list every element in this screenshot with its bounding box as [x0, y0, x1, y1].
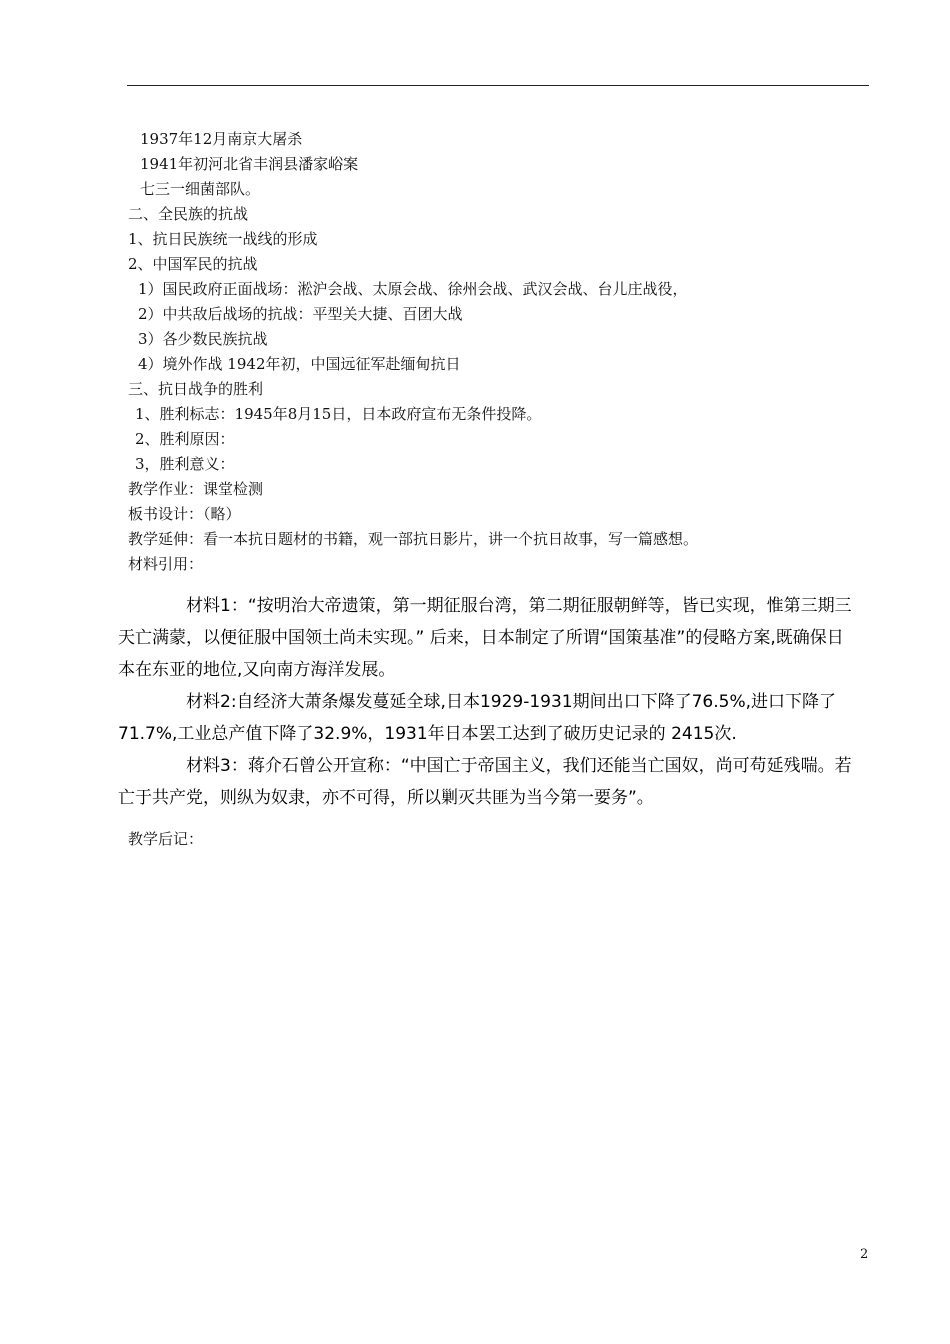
list-item: 4）境外作战 1942年初，中国远征军赴缅甸抗日 [138, 355, 461, 373]
section-heading: 三、抗日战争的胜利 [128, 380, 264, 398]
list-item: 2、胜利原因： [135, 430, 235, 448]
list-item: 2）中共敌后战场的抗战：平型关大捷、百团大战 [138, 305, 463, 323]
section-heading: 二、全民族的抗战 [128, 205, 249, 223]
header-rule [127, 85, 869, 86]
text-line: 七三一细菌部队。 [140, 180, 261, 198]
list-item: 1、胜利标志：1945年8月15日，日本政府宣布无条件投降。 [135, 405, 542, 423]
material-paragraph: 材料3：蒋介石曾公开宣称：“中国亡于帝国主义，我们还能当亡国奴，尚可苟延残喘。若亡于共产党，则纵为奴隶，亦不可得，所以剿灭共匪为当今第一要务”。 [118, 756, 852, 808]
list-item: 1）国民政府正面战场：淞沪会战、太原会战、徐州会战、武汉会战、台儿庄战役， [138, 280, 688, 298]
text-line: 教学延伸：看一本抗日题材的书籍，观一部抗日影片，讲一个抗日故事，写一篇感想。 [128, 530, 699, 548]
subsection-heading: 2、中国军民的抗战 [128, 255, 258, 273]
list-item: 3，胜利意义： [135, 455, 235, 473]
text-line: 材料引用： [128, 555, 204, 573]
text-line: 1941年初河北省丰润县潘家峪案 [140, 155, 359, 173]
text-line: 教学作业：课堂检测 [128, 480, 264, 498]
list-item: 3）各少数民族抗战 [138, 330, 268, 348]
page-number: 2 [860, 1247, 869, 1262]
subsection-heading: 1、抗日民族统一战线的形成 [128, 230, 318, 248]
material-paragraph: 材料2:自经济大萧条爆发蔓延全球,日本1929-1931期间出口下降了76.5%,进口下降了71.7%,工业总产值下降了32.9%，1931年日本罢工达到了破历史记录的 2415次. [118, 692, 837, 744]
afterword-label: 教学后记： [128, 830, 204, 848]
material-paragraph: 材料1：“按明治大帝遗策，第一期征服台湾，第二期征服朝鲜等，皆已实现，惟第三期三天亡满蒙，以便征服中国领土尚未实现。” 后来，日本制定了所谓“国策基准”的侵略方案,既确保日本在东亚的地位,又向南方海洋发展。 [118, 596, 852, 680]
text-line: 板书设计：（略） [128, 505, 241, 523]
materials-block [118, 590, 860, 814]
text-line: 1937年12月南京大屠杀 [140, 130, 303, 148]
